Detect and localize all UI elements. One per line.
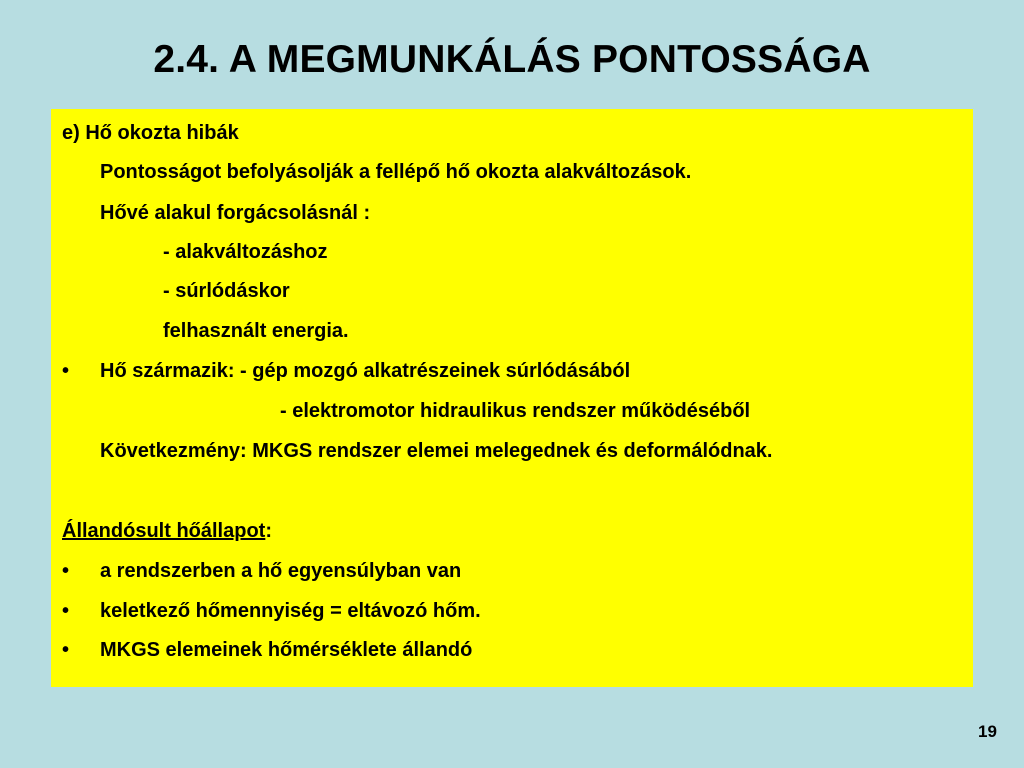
text-heat-source-1: Hő származik: - gép mozgó alkatrészeinek súrlódásából [100, 360, 631, 382]
content-box [51, 109, 973, 687]
text-consequence: Következmény: MKGS rendszer elemei melegednek és deformálódnak. [100, 440, 773, 462]
steady-state-heading [62, 519, 272, 543]
text-energy-used: felhasznált energia. [163, 320, 349, 342]
page-number: 19 [978, 722, 997, 741]
text-constant-temp: MKGS elemeinek hőmérséklete állandó [100, 639, 473, 661]
bullet-icon: • [62, 639, 70, 661]
text-heat-conversion: Hővé alakul forgácsolásnál : [100, 202, 371, 224]
bullet-icon: • [62, 560, 70, 582]
text-accuracy: Pontosságot befolyásolják a fellépő hő okozta alakváltozások. [100, 161, 692, 183]
heading-heat-errors: e) Hő okozta hibák [62, 122, 239, 144]
slide-title: 2.4. A MEGMUNKÁLÁS PONTOSSÁGA [153, 38, 871, 81]
text-heat-balance: keletkező hőmennyiség = eltávozó hőm. [100, 600, 481, 622]
text-heat-source-2: - elektromotor hidraulikus rendszer működéséből [280, 400, 751, 422]
steady-state-heading-text: Állandósult hőállapot [62, 520, 266, 542]
text-equilibrium: a rendszerben a hő egyensúlyban van [100, 560, 462, 582]
bullet-icon: • [62, 600, 70, 622]
text-deformation: - alakváltozáshoz [163, 241, 328, 263]
steady-state-colon: : [265, 520, 273, 542]
bullet-icon: • [62, 360, 70, 382]
text-friction: - súrlódáskor [163, 280, 290, 302]
